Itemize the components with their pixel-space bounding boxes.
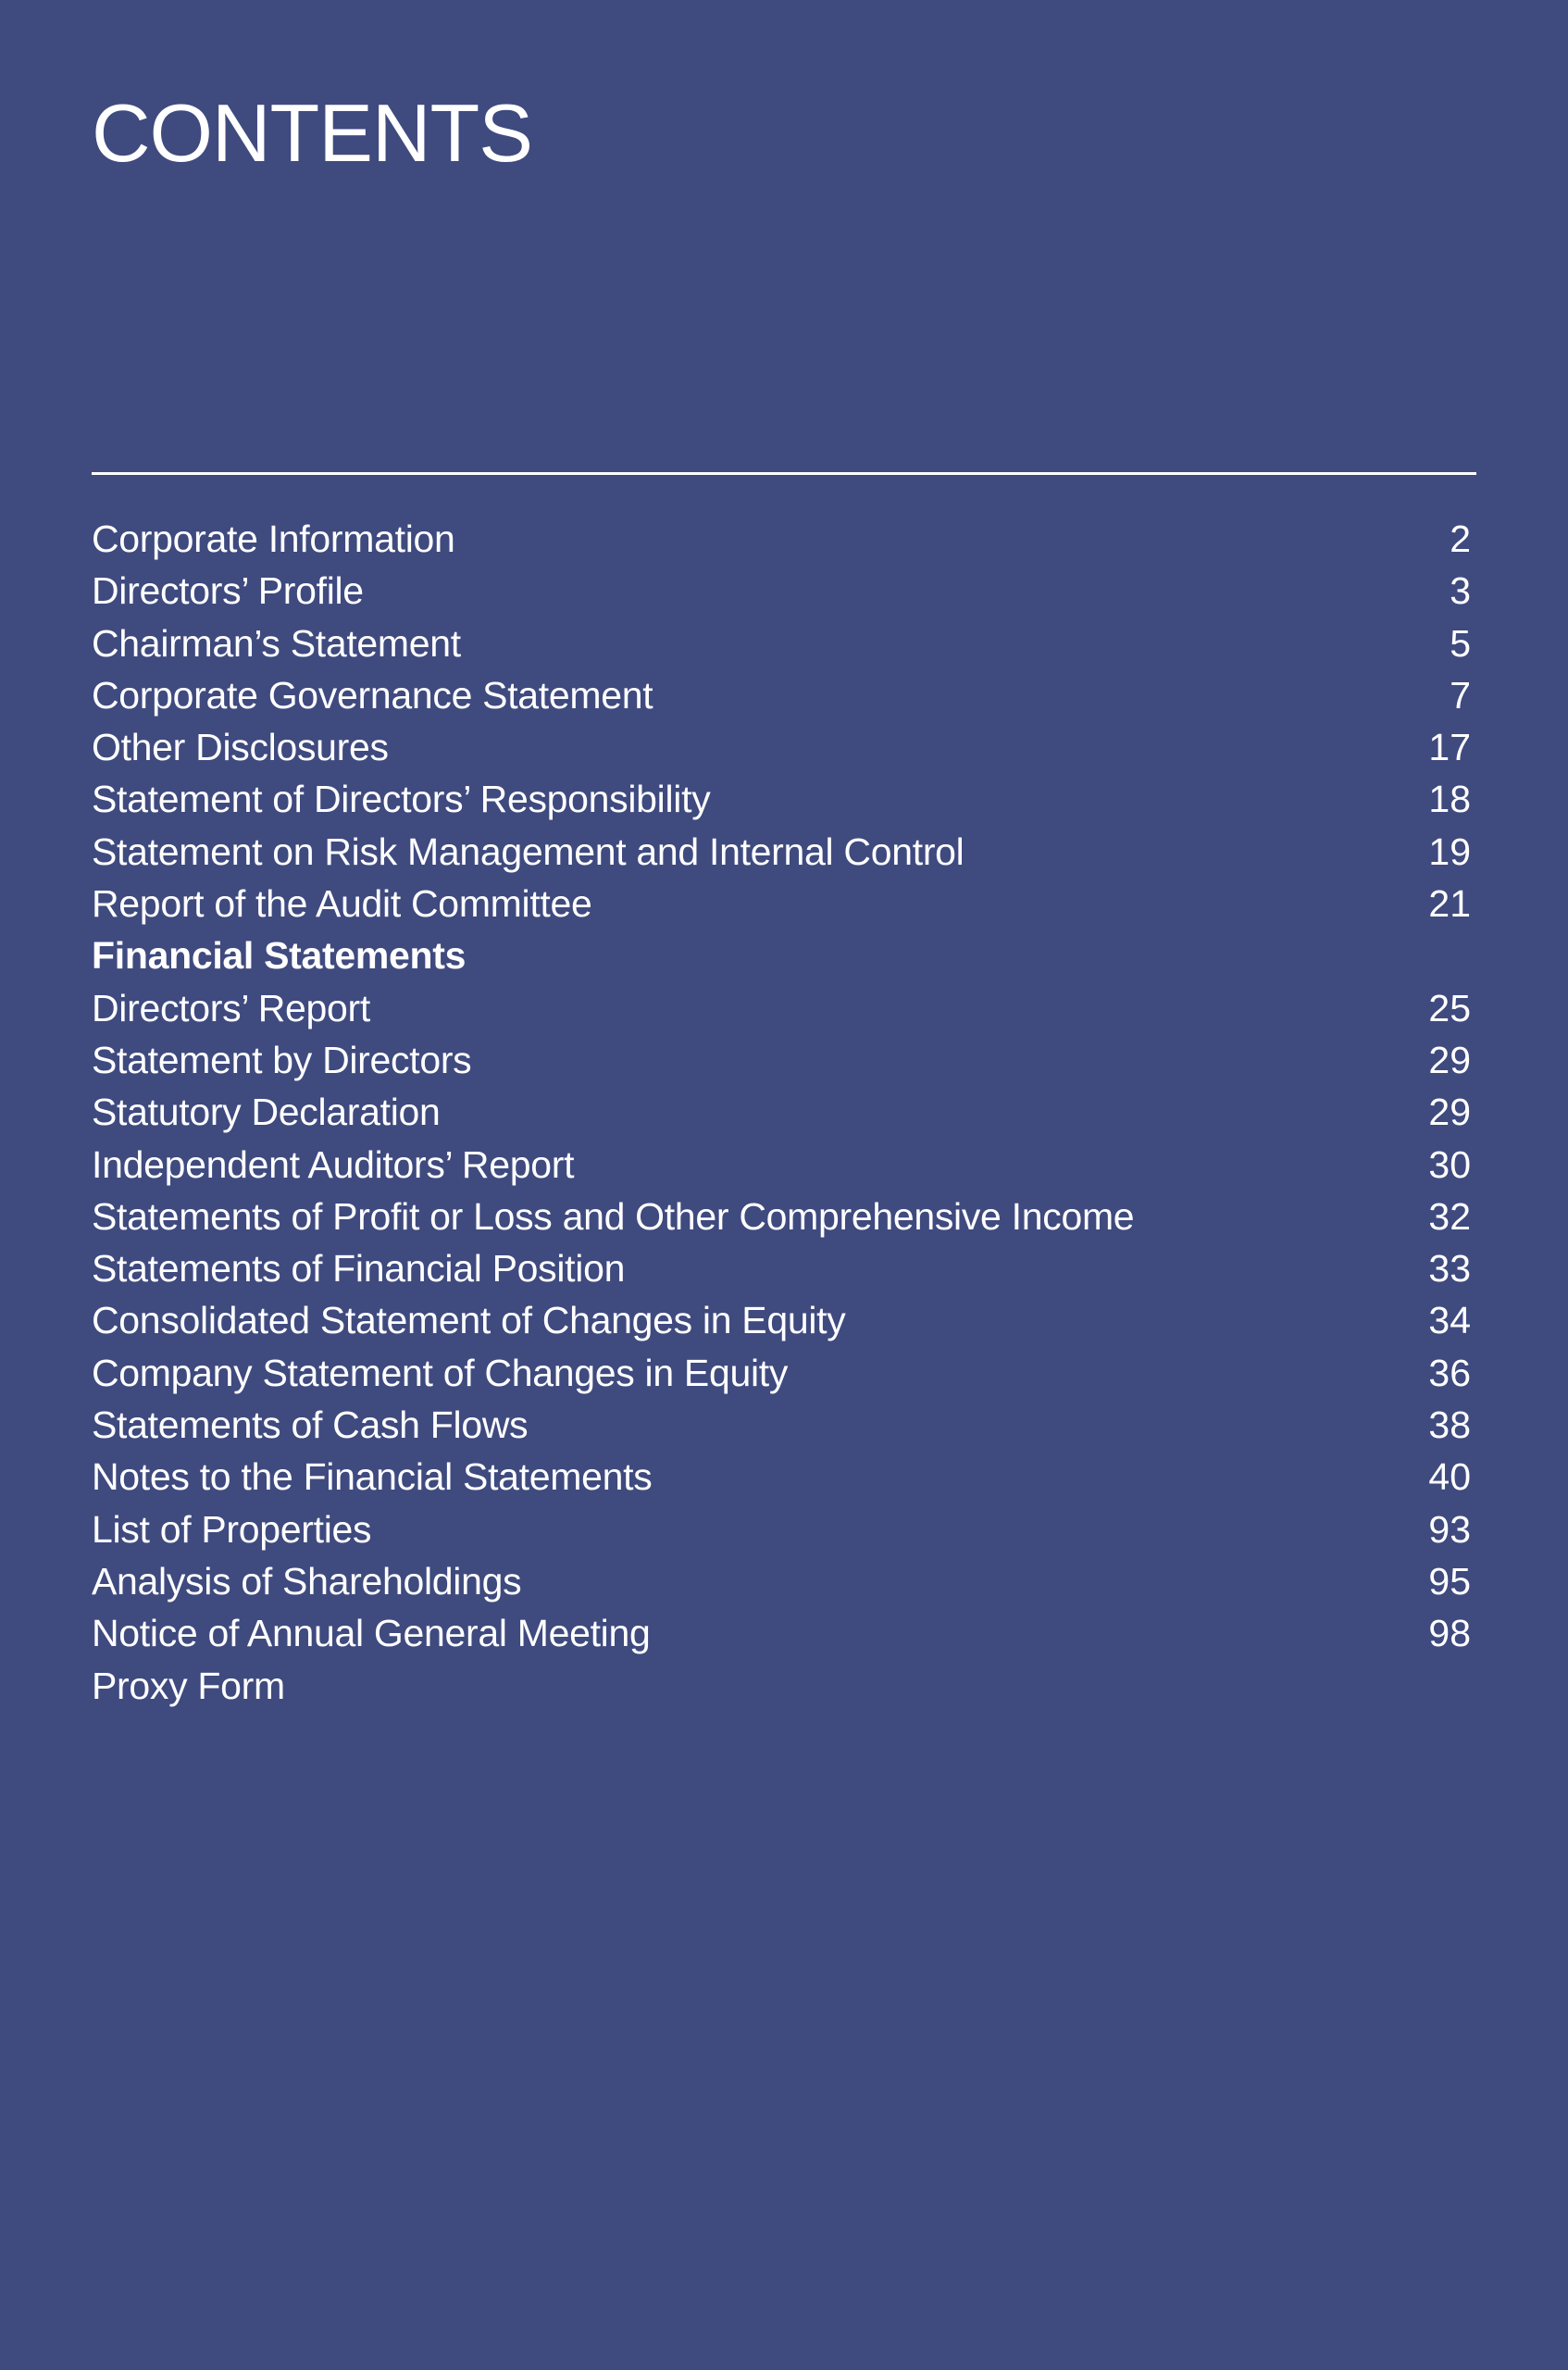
toc-entry-page-number: 98 [1428,1612,1471,1655]
toc-entry[interactable] [92,513,1476,565]
toc-entry[interactable] [92,1191,1476,1242]
toc-entry[interactable] [92,721,1476,773]
toc-entry-page-number: 36 [1428,1351,1471,1394]
toc-entry[interactable] [92,565,1476,617]
toc-entry[interactable] [92,1347,1476,1399]
toc-entry-page-number: 2 [1450,518,1471,560]
toc-entry-label: Statement on Risk Management and Internal Control [92,830,964,873]
toc-entry-label: Corporate Information [92,518,455,560]
toc-entry-page-number: 30 [1428,1142,1471,1186]
toc-entry-label: List of Properties [92,1507,372,1551]
toc-entry-label: Directors’ Report [92,986,370,1029]
toc-entry-label: Statements of Financial Position [92,1247,626,1291]
toc-entry-page-number: 32 [1428,1194,1471,1238]
toc-entry-page-number: 3 [1450,569,1471,613]
toc-entry[interactable] [92,826,1476,878]
toc-entry-page-number: 40 [1428,1455,1471,1499]
toc-entry-page-number: 21 [1428,882,1471,926]
toc-entry[interactable] [92,1399,1476,1451]
toc-entry[interactable] [92,982,1476,1034]
toc-entry[interactable] [92,669,1476,721]
toc-entry-page-number: 95 [1428,1559,1471,1603]
toc-entry[interactable] [92,1660,1476,1712]
toc-entry[interactable] [92,1555,1476,1607]
toc-entry-label: Company Statement of Changes in Equity [92,1351,789,1394]
toc-entry-page-number: 93 [1428,1507,1471,1551]
toc-entry[interactable] [92,1503,1476,1555]
toc-entry[interactable] [92,1451,1476,1503]
toc-entry-label: Statutory Declaration [92,1091,441,1134]
page-title: CONTENTS [92,87,532,179]
toc-entry-label: Notice of Annual General Meeting [92,1612,651,1655]
title-divider [92,472,1476,475]
toc-entry-page-number: 18 [1428,778,1471,821]
toc-entry-label: Statement of Directors’ Responsibility [92,778,711,821]
toc-entry-label: Statement by Directors [92,1038,472,1081]
toc-entry[interactable] [92,1294,1476,1346]
toc-entry-label: Statements of Profit or Loss and Other Comprehensive Income [92,1194,1135,1238]
toc-entry[interactable] [92,1139,1476,1191]
toc-section-heading [92,929,1476,981]
toc-entry-label: Chairman’s Statement [92,621,461,665]
toc-entry-label: Analysis of Shareholdings [92,1559,522,1603]
toc-entry-label: Other Disclosures [92,726,389,769]
toc-entry-label: Report of the Audit Committee [92,882,592,926]
toc-entry-label: Proxy Form [92,1664,285,1707]
table-of-contents [92,513,1476,1712]
toc-entry-page-number: 38 [1428,1403,1471,1447]
toc-entry[interactable] [92,1086,1476,1138]
toc-entry-page-number: 19 [1428,830,1471,873]
toc-entry-label: Directors’ Profile [92,569,364,613]
toc-entry[interactable] [92,1242,1476,1294]
toc-entry-label: Independent Auditors’ Report [92,1142,575,1186]
toc-entry-page-number: 17 [1428,726,1471,769]
toc-entry[interactable] [92,1607,1476,1659]
toc-entry-page-number: 34 [1428,1299,1471,1342]
toc-entry-page-number: 5 [1450,621,1471,665]
toc-entry-label: Statements of Cash Flows [92,1403,529,1447]
toc-entry-label: Notes to the Financial Statements [92,1455,653,1499]
toc-entry-page-number: 7 [1450,673,1471,717]
toc-entry-page-number: 33 [1428,1247,1471,1291]
toc-entry-page-number: 29 [1428,1038,1471,1081]
toc-entry-label: Consolidated Statement of Changes in Equity [92,1299,846,1342]
toc-entry[interactable] [92,617,1476,669]
toc-entry-label: Corporate Governance Statement [92,673,653,717]
toc-entry-page-number: 29 [1428,1091,1471,1134]
toc-entry-page-number: 25 [1428,986,1471,1029]
toc-entry[interactable] [92,1034,1476,1086]
toc-entry[interactable] [92,773,1476,825]
toc-section-heading-label: Financial Statements [92,934,467,978]
toc-entry[interactable] [92,878,1476,929]
